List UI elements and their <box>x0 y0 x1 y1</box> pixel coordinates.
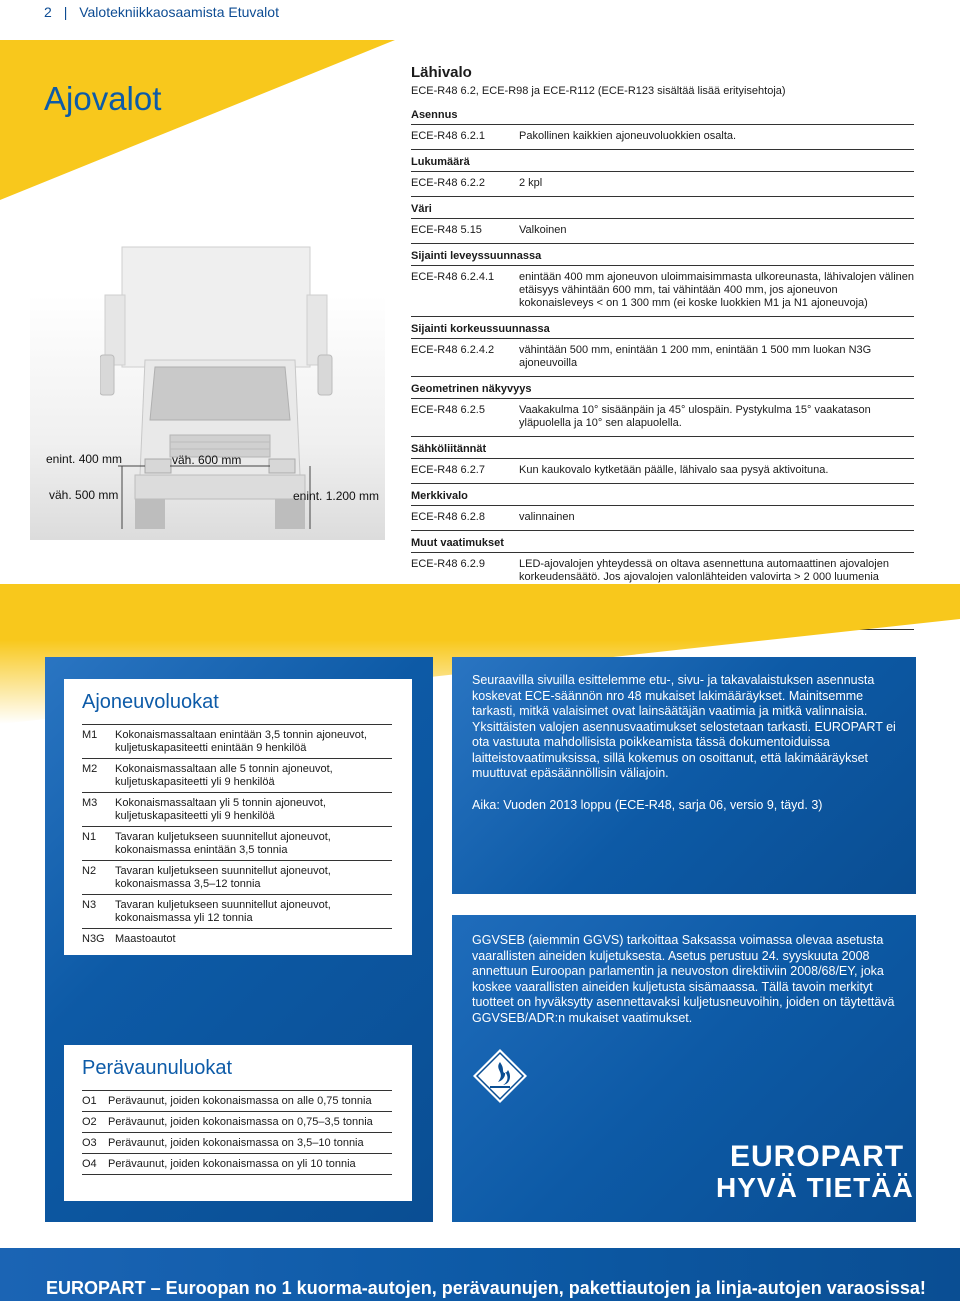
yellow-wedge <box>0 40 395 200</box>
spec-group <box>411 488 914 531</box>
page-title: Ajovalot <box>44 80 162 117</box>
spec-heading: Väri <box>411 201 914 219</box>
spec-heading: Merkkivalo <box>411 488 914 506</box>
spec-group <box>411 381 914 437</box>
class-code: N3G <box>82 933 105 945</box>
class-code: O3 <box>82 1137 97 1149</box>
spec-title: Lähivalo <box>411 64 472 81</box>
header-separator: | <box>63 4 68 20</box>
header-section: Valotekniikkaosaamista <box>79 4 225 20</box>
spec-heading: Sijainti leveyssuunnassa <box>411 248 914 266</box>
spec-group <box>411 248 914 317</box>
table-row <box>82 861 392 895</box>
page-number: 2 <box>44 4 52 20</box>
class-code: M3 <box>82 797 98 809</box>
spec-row <box>411 172 914 197</box>
class-desc: Perävaunut, joiden kokonaismassa on yli 10 tonnia <box>108 1158 356 1170</box>
class-code: O2 <box>82 1116 97 1128</box>
class-desc: Perävaunut, joiden kokonaismassa on alle 0,75 tonnia <box>108 1095 372 1107</box>
min-ground-label: väh. 500 mm <box>49 488 119 502</box>
ggvseb-block <box>472 933 902 1026</box>
spec-row <box>411 266 914 317</box>
spec-code: ECE-R48 6.2.2 <box>411 177 485 189</box>
spec-value: enintään 400 mm ajoneuvon uloimmaisimmasta ulkoreunasta, lähivalojen välinen etäisyys vähintään 600 mm, tai vähintään 400 mm, jos ajoneuvon kokonaisleveys < on 1 300 mm (ei koske luokkien M1 ja N1 ajoneuvoja) <box>519 271 915 309</box>
page-header <box>44 4 279 20</box>
trailer-classes-card <box>64 1045 412 1201</box>
spec-row <box>411 506 914 531</box>
max-height-label: enint. 1.200 mm <box>293 489 380 503</box>
ggvseb-paragraph: GGVSEB (aiemmin GGVS) tarkoittaa Saksassa voimassa olevaa asetusta vaarallisten aineiden kuljetuksesta. Asetus perustuu 24. syyskuuta 2008 annettuun Euroopan parlamentin ja neuvoston direktiiviin 2008/68/EY, joka koskee vaarallisten aineiden kuljetusta sisämaassa. Tällä tavoin merkityt tuotteet on hyväksytty asennettavaksi kuljetusneuvoihin, joiden on täytettävä GGVSEB/ADR:n mukaiset vaatimukset. <box>472 933 895 1025</box>
spec-list <box>411 64 914 630</box>
spec-row <box>411 399 914 437</box>
brand-tagline: HYVÄ TIETÄÄ <box>716 1172 914 1203</box>
spec-heading: Geometrinen näkyvyys <box>411 381 914 399</box>
table-row <box>82 895 392 929</box>
table-row <box>82 1133 392 1154</box>
class-desc: Kokonaismassaltaan yli 5 tonnin ajoneuvot, kuljetuskapasiteetti yli 9 henkilöä <box>115 797 326 822</box>
vehicle-classes-table <box>82 724 392 949</box>
spec-value: LED-ajovalojen yhteydessä on oltava asennettuna automaattinen ajovalojen korkeudensäätö. Jos ajovalojen valonlähteiden valovirta > 2 000 luumenia <box>519 558 889 583</box>
spec-value: valinnainen <box>519 511 575 523</box>
class-desc: Tavaran kuljetukseen suunnitellut ajoneuvot, kokonaismassa 3,5–12 tonnia <box>115 865 331 890</box>
spec-value: vähintään 500 mm, enintään 1 200 mm, enintään 1 500 mm luokan N3G ajoneuvoilla <box>519 344 872 369</box>
spec-row <box>411 125 914 150</box>
class-desc: Maastoautot <box>115 933 176 945</box>
spec-heading: Sähköliitännät <box>411 441 914 459</box>
class-desc: Perävaunut, joiden kokonaismassa on 3,5–10 tonnia <box>108 1137 364 1149</box>
table-row <box>82 827 392 861</box>
table-row <box>82 759 392 793</box>
spec-value: Kun kaukovalo kytketään päälle, lähivalo saa pysyä aktivoituna. <box>519 464 829 476</box>
class-code: M2 <box>82 763 98 775</box>
spec-code: ECE-R48 6.2.4.2 <box>411 344 495 356</box>
table-row <box>82 1090 392 1112</box>
spec-heading: Muut vaatimukset <box>411 535 914 553</box>
spec-code: ECE-R48 5.15 <box>411 224 482 236</box>
spec-row <box>411 459 914 484</box>
spec-value: Pakollinen kaikkien ajoneuvoluokkien osalta. <box>519 130 737 142</box>
class-desc: Perävaunut, joiden kokonaismassa on 0,75–3,5 tonnia <box>108 1116 373 1128</box>
table-row <box>82 724 392 759</box>
trailer-classes-table <box>82 1090 392 1175</box>
spec-group <box>411 154 914 197</box>
spec-group <box>411 321 914 377</box>
spec-heading: Sijainti korkeussuunnassa <box>411 321 914 339</box>
trailer-classes-title: Perävaunuluokat <box>82 1057 233 1079</box>
vehicle-classes-title: Ajoneuvoluokat <box>82 691 219 713</box>
class-desc: Kokonaismassaltaan enintään 3,5 tonnin ajoneuvot, kuljetuskapasiteetti enintään 9 henkilöä <box>115 729 367 754</box>
flammable-hazard-icon <box>472 1048 528 1104</box>
spec-value: Valkoinen <box>519 224 567 236</box>
class-desc: Tavaran kuljetukseen suunnitellut ajoneuvot, kokonaismassa enintään 3,5 tonnia <box>115 831 331 856</box>
table-row <box>82 929 392 949</box>
class-code: O1 <box>82 1095 97 1107</box>
max-side-label: enint. 400 mm <box>46 452 123 466</box>
spec-row <box>411 219 914 244</box>
table-row <box>82 1154 392 1175</box>
class-desc: Tavaran kuljetukseen suunnitellut ajoneuvot, kokonaismassa yli 12 tonnia <box>115 899 331 924</box>
class-code: O4 <box>82 1158 97 1170</box>
class-desc: Kokonaismassaltaan alle 5 tonnin ajoneuvot, kuljetuskapasiteetti yli 9 henkilöä <box>115 763 333 788</box>
spec-code: ECE-R48 6.2.1 <box>411 130 485 142</box>
spec-code: ECE-R48 6.2.7 <box>411 464 485 476</box>
spec-code: ECE-R48 6.2.5 <box>411 404 485 416</box>
spec-value: 2 kpl <box>519 177 543 189</box>
footer-text: EUROPART – Euroopan no 1 kuorma-autojen, perävaunujen, pakettiautojen ja linja-autojen varaosissa! <box>46 1278 926 1298</box>
table-row <box>82 1112 392 1133</box>
class-code: N1 <box>82 831 97 843</box>
spec-code: ECE-R48 6.2.9 <box>411 558 485 570</box>
table-row <box>82 793 392 827</box>
info-date: Aika: Vuoden 2013 loppu (ECE-R48, sarja 06, versio 9, täyd. 3) <box>472 797 823 812</box>
spec-heading: Lukumäärä <box>411 154 914 172</box>
info-block <box>472 673 902 813</box>
spec-heading: Asennus <box>411 107 914 125</box>
class-code: N2 <box>82 865 97 877</box>
min-spacing-label: väh. 600 mm <box>172 453 242 467</box>
spec-row <box>411 339 914 377</box>
spec-value: Vaakakulma 10° sisäänpäin ja 45° ulospäin. Pystykulma 15° vaakatason yläpuolella ja 10° sen alapuolella. <box>519 404 871 429</box>
spec-subtitle: ECE-R48 6.2, ECE-R98 ja ECE-R112 (ECE-R123 sisältää lisää erityisehtoja) <box>411 85 786 97</box>
spec-code: ECE-R48 6.2.8 <box>411 511 485 523</box>
spec-code: ECE-R48 6.2.4.1 <box>411 271 495 283</box>
spec-group <box>411 107 914 150</box>
class-code: N3 <box>82 899 97 911</box>
spec-group <box>411 201 914 244</box>
info-paragraph: Seuraavilla sivuilla esittelemme etu-, sivu- ja takavalaistuksen asennusta koskevat ECE-säännön nro 48 mukaiset lakimääräykset. Mainitsemme tarkasti, mitkä valaisimet ovat lainsäätäjän vaatimia ja mitkä valinnaisia. Yksittäisten valojen asennusvaatimukset selostetaan tarkasti. EUROPART ei ota vastuuta mahdollisista poikkeamista tässä dokumentoiduissa laitteistovaatimuksissa, sillä kokemus on osoittanut, että lakimääräykset muuttuvat epäsäännöllisin väliajoin. <box>472 673 896 780</box>
vehicle-classes-card <box>64 679 412 955</box>
header-subsection: Etuvalot <box>228 4 279 20</box>
brand-logo: EUROPART <box>730 1140 905 1173</box>
spec-group <box>411 441 914 484</box>
class-code: M1 <box>82 729 98 741</box>
